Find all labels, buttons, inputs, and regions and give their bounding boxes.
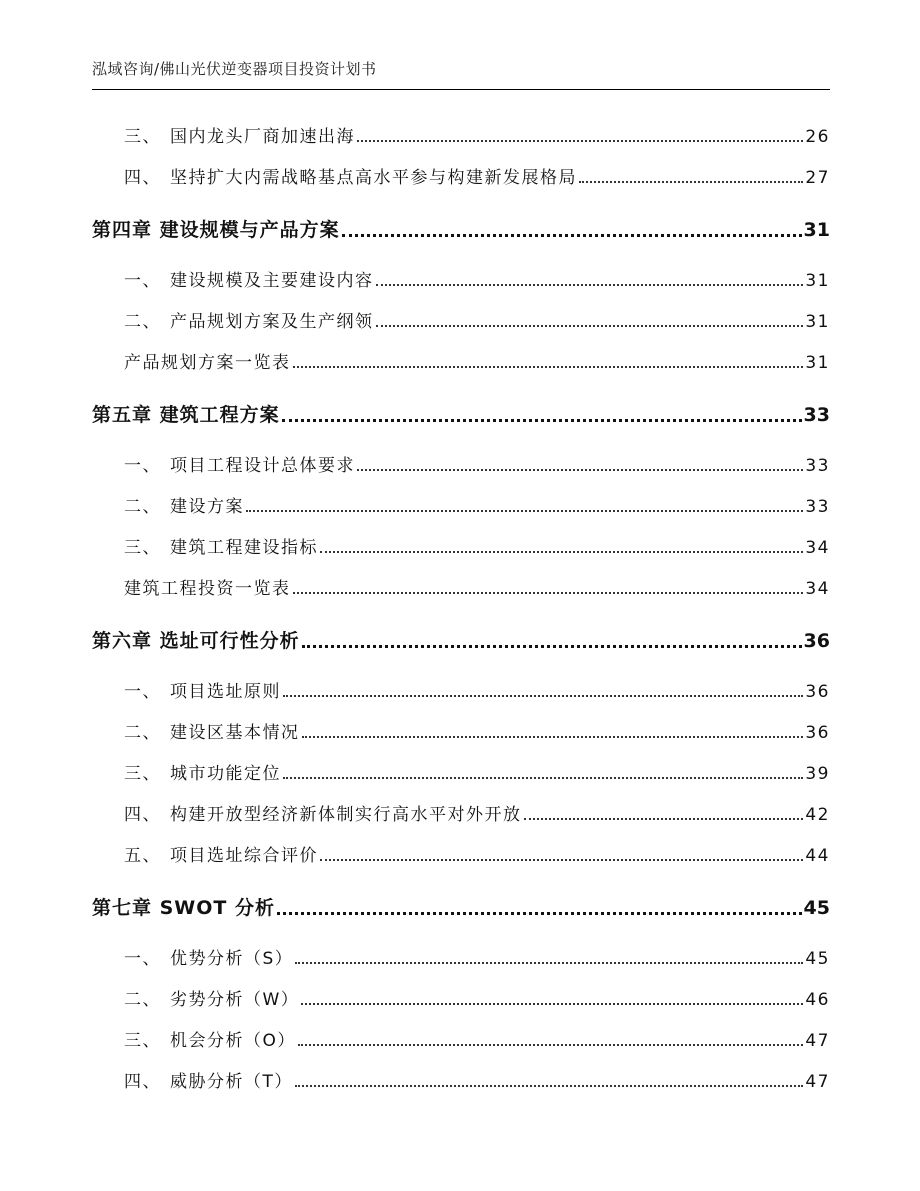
toc-page-number: 45 bbox=[803, 897, 830, 919]
toc-page-number: 31 bbox=[803, 219, 830, 241]
toc-section-entry[interactable] bbox=[92, 266, 830, 291]
toc-entry-number: 二、 bbox=[124, 497, 161, 517]
dot-leader bbox=[277, 912, 802, 915]
toc-page-number: 36 bbox=[805, 682, 830, 702]
toc-entry-title: 第六章 选址可行性分析 bbox=[92, 630, 300, 652]
toc-section-entry[interactable] bbox=[92, 841, 830, 866]
dot-leader bbox=[376, 284, 804, 286]
toc-page-number: 47 bbox=[805, 1031, 830, 1051]
toc-page-number: 39 bbox=[805, 764, 830, 784]
toc-page-number: 33 bbox=[803, 404, 830, 426]
dot-leader bbox=[524, 818, 804, 820]
dot-leader bbox=[302, 645, 802, 648]
toc-entry-title: 建设方案 bbox=[170, 497, 244, 517]
header-divider bbox=[92, 89, 830, 90]
toc-section-entry[interactable] bbox=[92, 348, 830, 373]
toc-chapter-entry[interactable] bbox=[92, 893, 830, 920]
toc-entry-number: 三、 bbox=[124, 764, 161, 784]
toc-page-number: 45 bbox=[805, 949, 830, 969]
dot-leader bbox=[282, 419, 802, 422]
toc-section-entry[interactable] bbox=[92, 677, 830, 702]
toc-entry-title: 项目工程设计总体要求 bbox=[170, 456, 355, 476]
dot-leader bbox=[579, 181, 803, 183]
toc-entry-title: 第五章 建筑工程方案 bbox=[92, 404, 280, 426]
toc-section-entry[interactable] bbox=[92, 533, 830, 558]
toc-entry-number: 三、 bbox=[124, 127, 161, 147]
toc-entry-number: 三、 bbox=[124, 1031, 161, 1051]
toc-section-entry[interactable] bbox=[92, 1026, 830, 1051]
toc-entry-title: 项目选址综合评价 bbox=[170, 846, 318, 866]
dot-leader bbox=[342, 234, 802, 237]
toc-page-number: 27 bbox=[805, 168, 830, 188]
toc-section-entry[interactable] bbox=[92, 451, 830, 476]
toc-page-number: 33 bbox=[805, 497, 830, 517]
toc-entry-number: 五、 bbox=[124, 846, 161, 866]
toc-section-entry[interactable] bbox=[92, 163, 830, 188]
toc-page-number: 31 bbox=[805, 353, 830, 373]
toc-section-entry[interactable] bbox=[92, 1067, 830, 1092]
toc-section-entry[interactable] bbox=[92, 122, 830, 147]
toc-entry-title: 项目选址原则 bbox=[170, 682, 281, 702]
toc-entry-number: 四、 bbox=[124, 168, 161, 188]
toc-entry-number: 一、 bbox=[124, 456, 161, 476]
toc-section-entry[interactable] bbox=[92, 574, 830, 599]
dot-leader bbox=[320, 551, 803, 553]
toc-entry-title: 坚持扩大内需战略基点高水平参与构建新发展格局 bbox=[170, 168, 577, 188]
toc-page-number: 34 bbox=[805, 579, 830, 599]
toc-section-entry[interactable] bbox=[92, 944, 830, 969]
dot-leader bbox=[302, 736, 804, 738]
toc-entry-number: 一、 bbox=[124, 271, 161, 291]
dot-leader bbox=[295, 1085, 803, 1087]
page-header: 泓域咨询/佛山光伏逆变器项目投资计划书 bbox=[92, 60, 377, 78]
dot-leader bbox=[357, 140, 803, 142]
toc-section-entry[interactable] bbox=[92, 307, 830, 332]
toc-entry-title: 第四章 建设规模与产品方案 bbox=[92, 219, 340, 241]
dot-leader bbox=[320, 859, 803, 861]
toc-page-number: 42 bbox=[805, 805, 830, 825]
toc-entry-title: 建设规模及主要建设内容 bbox=[170, 271, 374, 291]
toc-page-number: 36 bbox=[803, 630, 830, 652]
dot-leader bbox=[376, 325, 804, 327]
toc-chapter-entry[interactable] bbox=[92, 215, 830, 242]
toc-page-number: 31 bbox=[805, 312, 830, 332]
toc-page-number: 31 bbox=[805, 271, 830, 291]
toc-page-number: 36 bbox=[805, 723, 830, 743]
toc-page-number: 47 bbox=[805, 1072, 830, 1092]
toc-entry-title: 建筑工程投资一览表 bbox=[124, 579, 291, 599]
toc-entry-title: 国内龙头厂商加速出海 bbox=[170, 127, 355, 147]
dot-leader bbox=[293, 592, 804, 594]
toc-chapter-entry[interactable] bbox=[92, 400, 830, 427]
toc-section-entry[interactable] bbox=[92, 985, 830, 1010]
dot-leader bbox=[283, 695, 803, 697]
toc-entry-number: 四、 bbox=[124, 805, 161, 825]
toc-entry-title: 优势分析（S） bbox=[170, 949, 294, 969]
toc-entry-number: 二、 bbox=[124, 990, 161, 1010]
dot-leader bbox=[293, 366, 804, 368]
toc-entry-number: 三、 bbox=[124, 538, 161, 558]
dot-leader bbox=[295, 962, 803, 964]
toc-section-entry[interactable] bbox=[92, 800, 830, 825]
toc-section-entry[interactable] bbox=[92, 492, 830, 517]
toc-entry-number: 二、 bbox=[124, 312, 161, 332]
toc-entry-title: 构建开放型经济新体制实行高水平对外开放 bbox=[170, 805, 522, 825]
dot-leader bbox=[357, 469, 803, 471]
toc-page-number: 33 bbox=[805, 456, 830, 476]
toc-entry-number: 一、 bbox=[124, 949, 161, 969]
toc-page-number: 34 bbox=[805, 538, 830, 558]
dot-leader bbox=[298, 1044, 803, 1046]
toc-chapter-entry[interactable] bbox=[92, 626, 830, 653]
toc-section-entry[interactable] bbox=[92, 759, 830, 784]
toc-entry-title: 威胁分析（T） bbox=[170, 1072, 293, 1092]
toc-entry-title: 第七章 SWOT 分析 bbox=[92, 897, 275, 919]
toc-section-entry[interactable] bbox=[92, 718, 830, 743]
toc-entry-title: 劣势分析（W） bbox=[170, 990, 300, 1010]
toc-entry-number: 四、 bbox=[124, 1072, 161, 1092]
toc-entry-number: 二、 bbox=[124, 723, 161, 743]
dot-leader bbox=[246, 510, 803, 512]
toc-page-number: 26 bbox=[805, 127, 830, 147]
toc-entry-title: 城市功能定位 bbox=[170, 764, 281, 784]
toc-entry-title: 建筑工程建设指标 bbox=[170, 538, 318, 558]
toc-entry-title: 建设区基本情况 bbox=[170, 723, 300, 743]
toc-entry-number: 一、 bbox=[124, 682, 161, 702]
dot-leader bbox=[301, 1003, 803, 1005]
toc-page-number: 46 bbox=[805, 990, 830, 1010]
toc-entry-title: 机会分析（O） bbox=[170, 1031, 296, 1051]
toc-page-number: 44 bbox=[805, 846, 830, 866]
dot-leader bbox=[283, 777, 803, 779]
toc-entry-title: 产品规划方案一览表 bbox=[124, 353, 291, 373]
toc-entry-title: 产品规划方案及生产纲领 bbox=[170, 312, 374, 332]
